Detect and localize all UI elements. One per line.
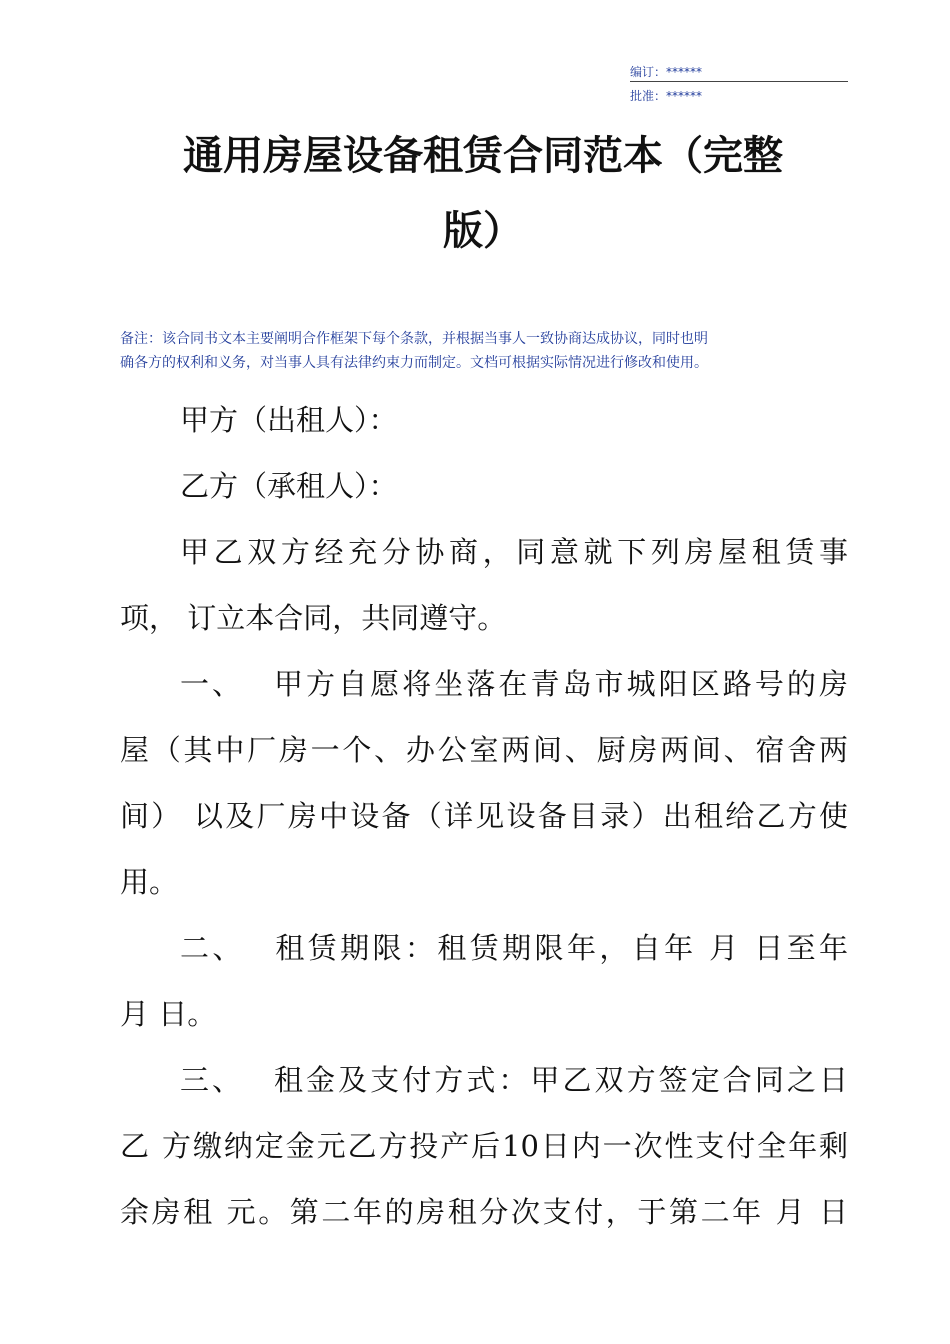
party-b-line: 乙方（承租人）： — [180, 469, 398, 503]
clause-1-line-1: 一、 甲方自愿将坐落在青岛市城阳区路号的房 — [180, 667, 848, 701]
clause-2-line-1: 二、 租赁期限：租赁期限年，自年 月 日至年 — [180, 931, 848, 965]
approve-label: 批准： — [630, 89, 667, 103]
clause-3-line-1: 三、 租金及支付方式：甲乙双方签定合同之日 — [180, 1063, 848, 1097]
document-title-line-2: 版） — [443, 207, 523, 254]
clause-1-line-2: 屋（其中厂房一个、办公室两间、厨房两间、宿舍两 — [120, 733, 848, 767]
edit-label: 编订： — [630, 65, 667, 79]
clause-1-line-3: 间） 以及厂房中设备（详见设备目录）出租给乙方使 — [120, 799, 848, 833]
clause-3-line-2: 乙 方缴纳定金元乙方投产后10日内一次性支付全年剩 — [120, 1129, 848, 1163]
clause-3-line-3: 余房租 元。第二年的房租分次支付，于第二年 月 日 — [120, 1195, 848, 1229]
intro-line-2: 项， 订立本合同，共同遵守。 — [120, 601, 507, 635]
intro-line-1: 甲乙双方经充分协商，同意就下列房屋租赁事 — [180, 535, 848, 569]
document-title-line-1: 通用房屋设备租赁合同范本（完整 — [183, 132, 783, 179]
clause-2-line-2: 月 日。 — [120, 997, 217, 1031]
remark-note — [120, 327, 848, 375]
clause-1-line-4: 用。 — [120, 865, 179, 899]
edit-value: ****** — [666, 65, 703, 79]
approve-field — [630, 88, 848, 104]
remark-line-2: 确各方的权利和义务，对当事人具有法律约束力而制定。文档可根据实际情况进行修改和使用。 — [120, 355, 708, 371]
approve-value: ****** — [666, 89, 703, 103]
remark-line-1: 备注：该合同书文本主要阐明合作框架下每个条款，并根据当事人一致协商达成协议，同时也明 — [120, 331, 708, 347]
party-a-line: 甲方（出租人）： — [180, 403, 398, 437]
edit-field — [630, 64, 848, 82]
